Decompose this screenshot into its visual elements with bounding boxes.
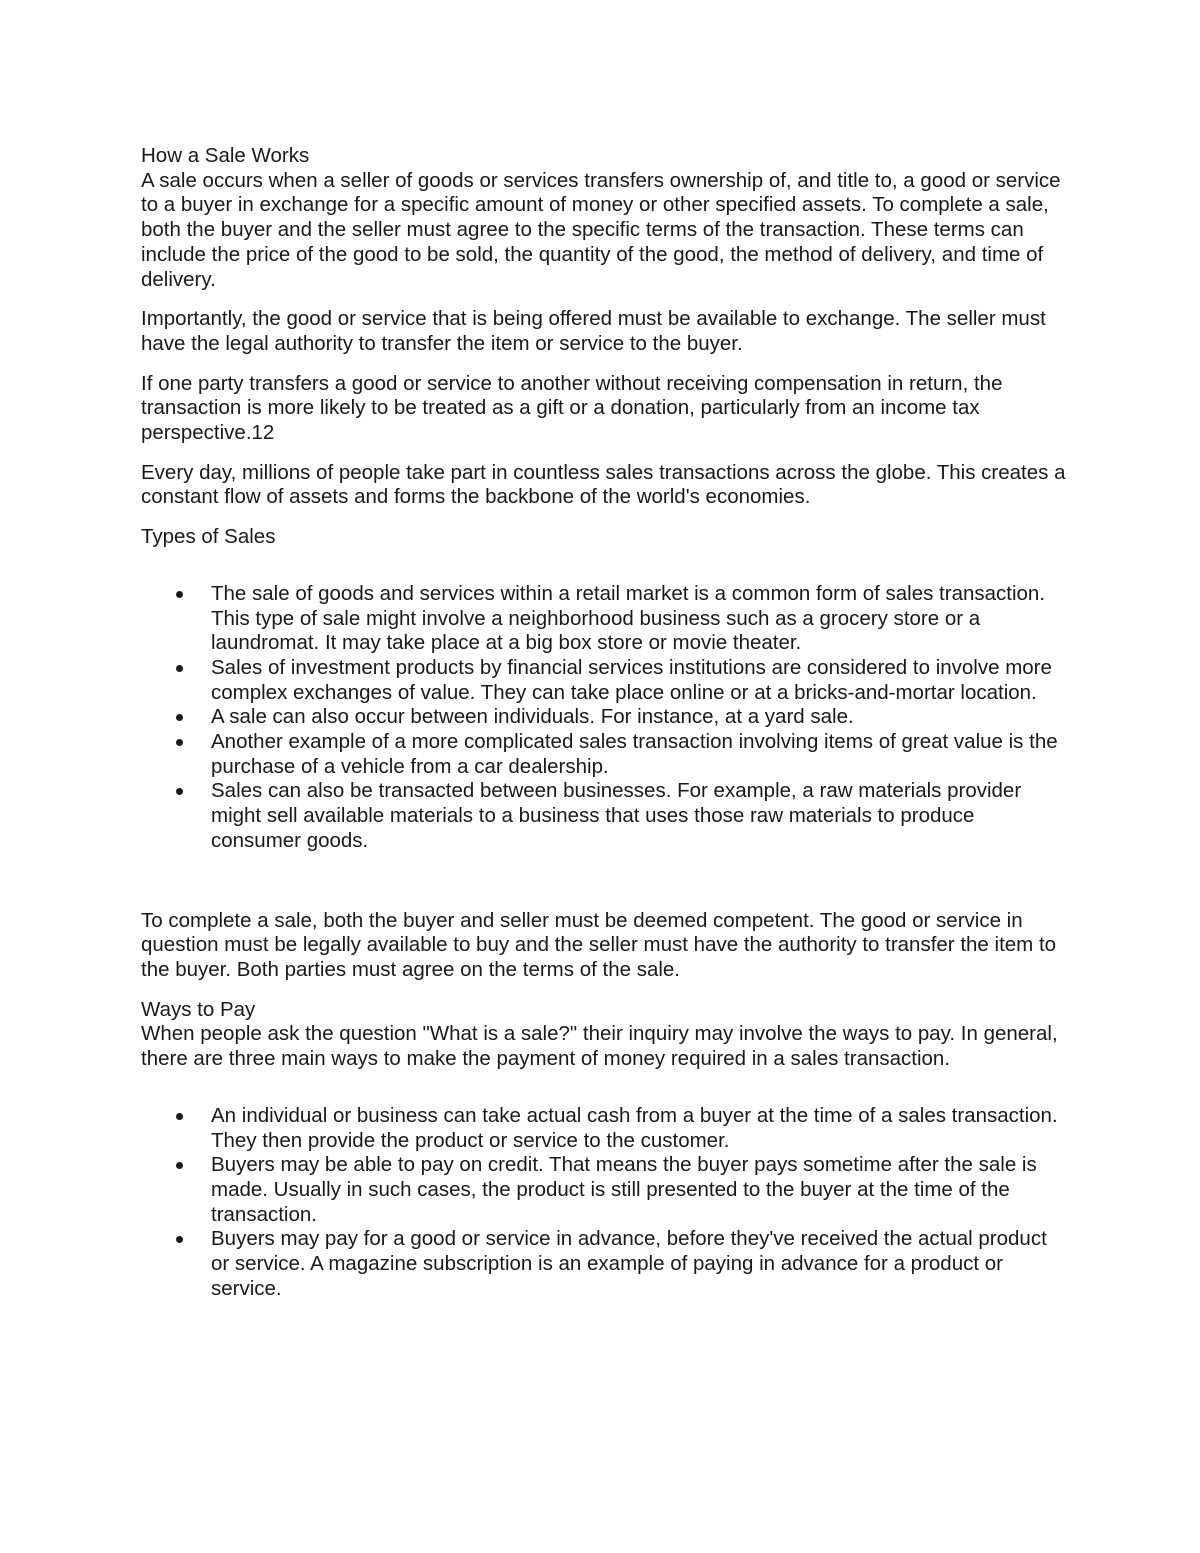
list-item: [141, 656, 1066, 705]
list-item: [141, 582, 1066, 656]
section-heading-how-a-sale-works: How a Sale Works: [141, 144, 310, 167]
list-item: [141, 730, 1066, 779]
list-item: [141, 1227, 1066, 1301]
list-item-text: Another example of a more complicated sales transaction involving items of great value is the purchase of a vehicle from a car dealership.: [211, 730, 1058, 778]
bullet-icon: [176, 1113, 183, 1120]
list-item: [141, 1104, 1066, 1153]
list-item-text: An individual or business can take actual cash from a buyer at the time of a sales transaction. They then provide the product or service to the customer.: [211, 1103, 1058, 1152]
list-item-text: A sale can also occur between individuals. For instance, at a yard sale.: [211, 705, 854, 729]
bullet-icon: [176, 739, 183, 746]
bullet-icon: [176, 591, 183, 598]
list-item-text: Sales can also be transacted between businesses. For example, a raw materials provider might sell available materials to a business that uses those raw materials to produce consumer goods.: [211, 779, 1022, 852]
ways-to-pay-list: [141, 1104, 1066, 1302]
list-item-text: Sales of investment products by financial services institutions are considered to involve more complex exchanges of value. They can take place online or at a bricks-and-mortar location.: [211, 655, 1052, 704]
bullet-icon: [176, 1236, 183, 1243]
paragraph-availability: Importantly, the good or service that is being offered must be available to exchange. The seller must have the legal authority to transfer the item or service to the buyer.: [141, 307, 1046, 355]
paragraph-ways-to-pay-intro: When people ask the question "What is a sale?" their inquiry may involve the ways to pay. In general, there are three main ways to make the payment of money required in a sales transaction.: [141, 1022, 1058, 1071]
paragraph-sale-definition: A sale occurs when a seller of goods or services transfers ownership of, and title to, a good or service to a buyer in exchange for a specific amount of money or other specified assets. To complete a sale, both the buyer and the seller must agree to the specific terms of the transaction. These terms can include the price of the good to be sold, the quantity of the good, the method of delivery, and time of delivery.: [141, 168, 1061, 291]
paragraph-every-day: Every day, millions of people take part in countless sales transactions across the globe. This creates a constant flow of assets and forms the backbone of the world's economies.: [141, 460, 1066, 509]
list-item-text: Buyers may be able to pay on credit. That means the buyer pays sometime after the sale is made. Usually in such cases, the product is still presented to the buyer at the time of the transaction.: [211, 1153, 1037, 1226]
bullet-icon: [176, 788, 183, 795]
bullet-icon: [176, 665, 183, 672]
section-heading-types-of-sales: Types of Sales: [141, 525, 276, 549]
paragraph-competence: To complete a sale, both the buyer and seller must be deemed competent. The good or service in question must be legally available to buy and the seller must have the authority to transfer the item to the buyer. Both parties must agree on the terms of the sale.: [141, 908, 1057, 981]
list-item: [141, 705, 1066, 730]
list-item-text: Buyers may pay for a good or service in advance, before they've received the actual product or service. A magazine subscription is an example of paying in advance for a product or service.: [211, 1227, 1047, 1300]
types-of-sales-list: [141, 582, 1066, 854]
paragraph-gift-donation: If one party transfers a good or service to another without receiving compensation in return, the transaction is more likely to be treated as a gift or a donation, particularly from an income tax perspective.12: [141, 371, 1003, 445]
bullet-icon: [176, 1162, 183, 1169]
list-item: [141, 1153, 1066, 1227]
list-item-text: The sale of goods and services within a retail market is a common form of sales transaction. This type of sale might involve a neighborhood business such as a grocery store or a laundromat. It may take place at a big box store or movie theater.: [211, 581, 1046, 655]
section-heading-ways-to-pay: Ways to Pay: [141, 997, 256, 1021]
list-item: [141, 779, 1066, 853]
bullet-icon: [176, 714, 183, 721]
document-page: [141, 144, 1066, 1301]
